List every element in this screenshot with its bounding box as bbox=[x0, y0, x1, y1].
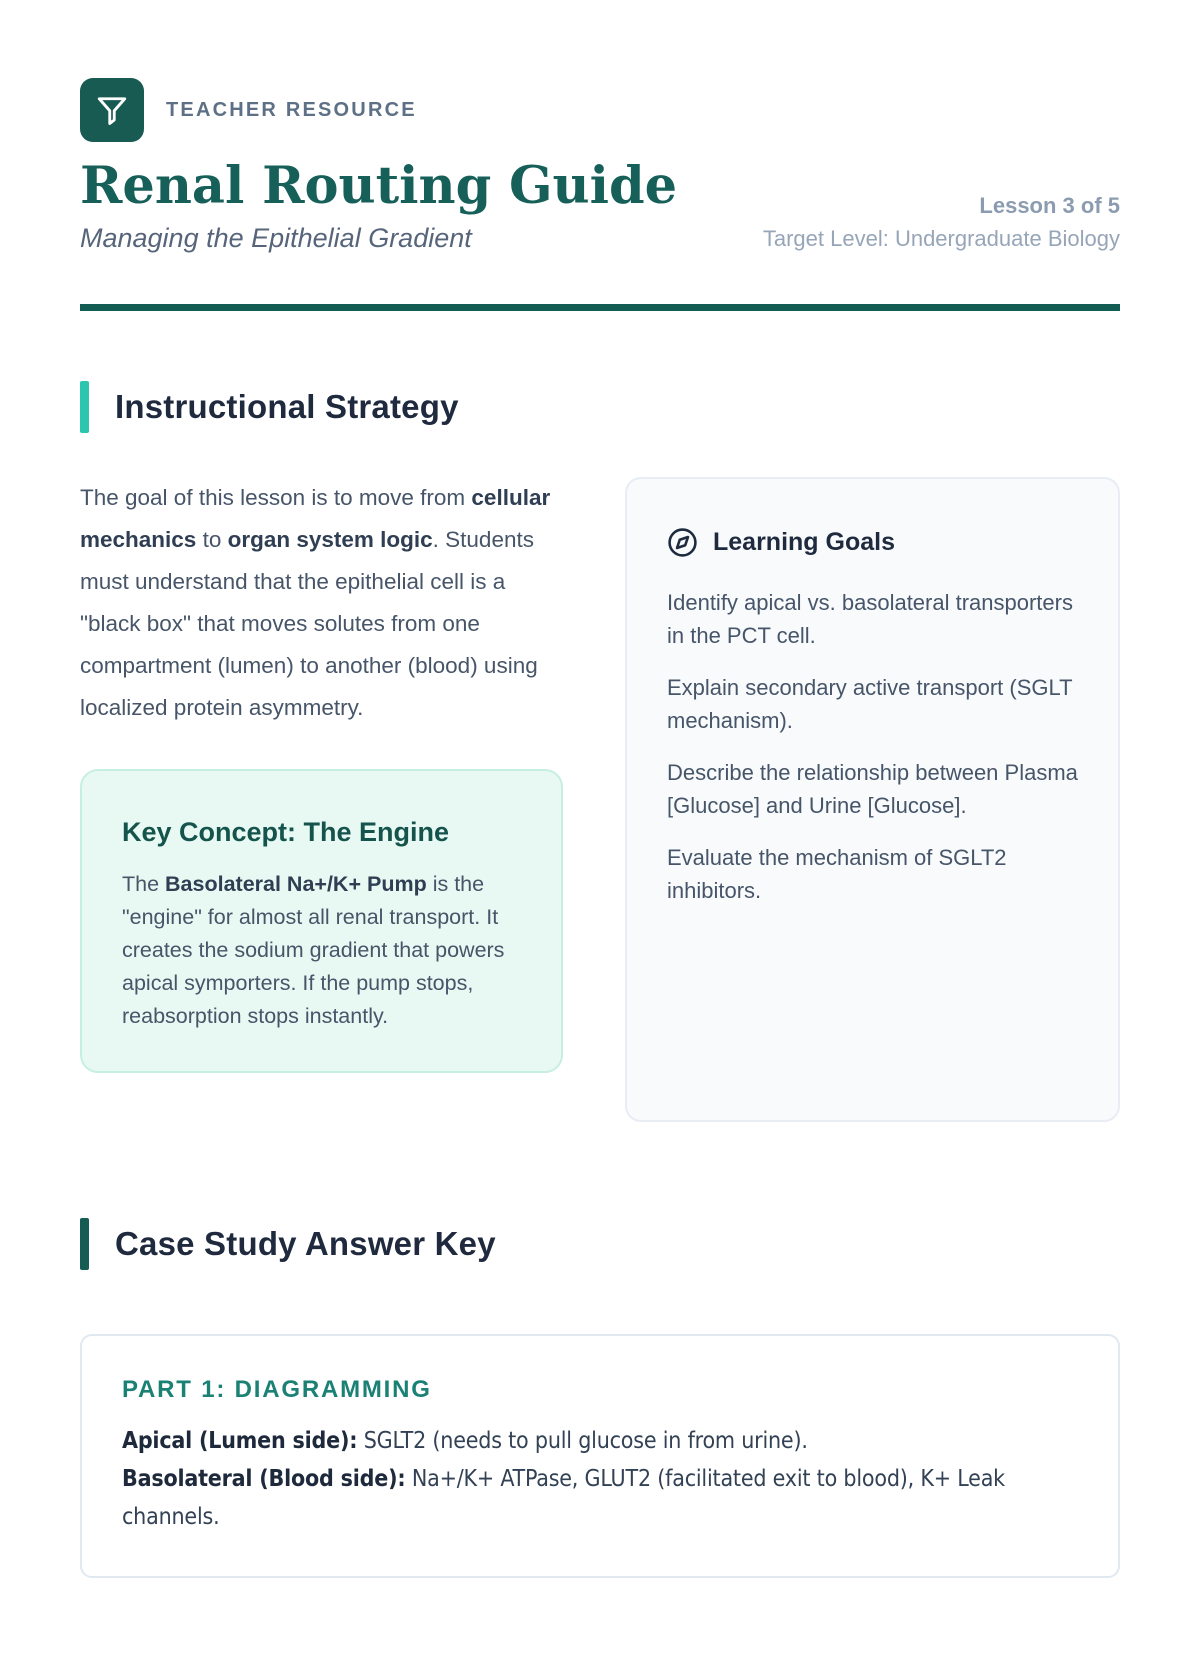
key-concept-bold-pump: Basolateral Na+/K+ Pump bbox=[165, 872, 427, 897]
strategy-columns bbox=[80, 477, 1120, 1122]
key-concept-text: The bbox=[122, 872, 166, 897]
strategy-intro-paragraph bbox=[80, 477, 563, 729]
key-concept-body bbox=[122, 868, 521, 1033]
intro-text: to bbox=[196, 527, 228, 553]
part1-card bbox=[80, 1334, 1120, 1578]
lesson-number: Lesson 3 of 5 bbox=[979, 193, 1120, 219]
lesson-meta bbox=[763, 193, 1120, 254]
strategy-heading bbox=[80, 381, 1120, 433]
basolateral-label: Basolateral (Blood side): bbox=[122, 1466, 406, 1493]
title-block bbox=[80, 158, 677, 254]
key-concept-text: is the "engine" for almost all renal transport. It creates the sodium gradient that powers apical symporters. If the pump stops, reabsorption stops instantly. bbox=[122, 872, 505, 1029]
part1-line-basolateral bbox=[122, 1460, 1078, 1536]
intro-text: The goal of this lesson is to move from bbox=[80, 485, 472, 511]
apical-answer: SGLT2 (needs to pull glucose in from urine). bbox=[357, 1428, 808, 1455]
heading-accent-bar bbox=[80, 381, 89, 433]
document-page bbox=[0, 78, 1200, 1578]
goal-item: Identify apical vs. basolateral transporters in the PCT cell. bbox=[667, 590, 1073, 649]
answer-key-heading bbox=[80, 1218, 1120, 1270]
intro-bold-cellular-mechanics: cellular mechanics bbox=[80, 485, 551, 553]
learning-goals-header bbox=[667, 527, 1078, 558]
part1-body bbox=[122, 1422, 1078, 1536]
goal-item: Explain secondary active transport (SGLT mechanism). bbox=[667, 675, 1073, 734]
funnel-icon bbox=[80, 78, 144, 142]
learning-goals-card bbox=[625, 477, 1120, 1122]
answer-key-heading-text: Case Study Answer Key bbox=[115, 1225, 496, 1263]
intro-bold-organ-system-logic: organ system logic bbox=[227, 527, 433, 553]
header-divider bbox=[80, 304, 1120, 311]
apical-label: Apical (Lumen side): bbox=[122, 1428, 358, 1455]
part1-title: PART 1: DIAGRAMMING bbox=[122, 1376, 432, 1404]
section-case-study-answer-key bbox=[80, 1218, 1120, 1578]
key-concept-card bbox=[80, 769, 563, 1073]
intro-text: . Students must understand that the epithelial cell is a "black box" that moves solutes from one compartment (lumen) to another (blood) using localized protein asymmetry. bbox=[80, 527, 538, 721]
heading-accent-bar bbox=[80, 1218, 89, 1270]
section-instructional-strategy bbox=[80, 381, 1120, 1122]
brand-row bbox=[80, 78, 1120, 142]
learning-goals-list bbox=[667, 586, 1078, 907]
document-header bbox=[80, 78, 1120, 311]
goal-item: Describe the relationship between Plasma [Glucose] and Urine [Glucose]. bbox=[667, 760, 1078, 819]
strategy-heading-text: Instructional Strategy bbox=[115, 388, 459, 426]
key-concept-title: Key Concept: The Engine bbox=[122, 817, 450, 848]
goal-item: Evaluate the mechanism of SGLT2 inhibitors. bbox=[667, 845, 1007, 904]
title-row bbox=[80, 158, 1120, 254]
learning-goals-title: Learning Goals bbox=[713, 528, 895, 557]
page-subtitle: Managing the Epithelial Gradient bbox=[80, 223, 472, 254]
compass-icon bbox=[667, 527, 698, 558]
part1-line-apical bbox=[122, 1422, 1078, 1460]
strategy-left-column bbox=[80, 477, 563, 1073]
basolateral-answer: Na+/K+ ATPase, GLUT2 (facilitated exit to blood), K+ Leak channels. bbox=[122, 1466, 1005, 1531]
eyebrow-label: TEACHER RESOURCE bbox=[166, 98, 417, 121]
page-title: Renal Routing Guide bbox=[80, 156, 678, 216]
target-level: Target Level: Undergraduate Biology bbox=[762, 226, 1120, 252]
